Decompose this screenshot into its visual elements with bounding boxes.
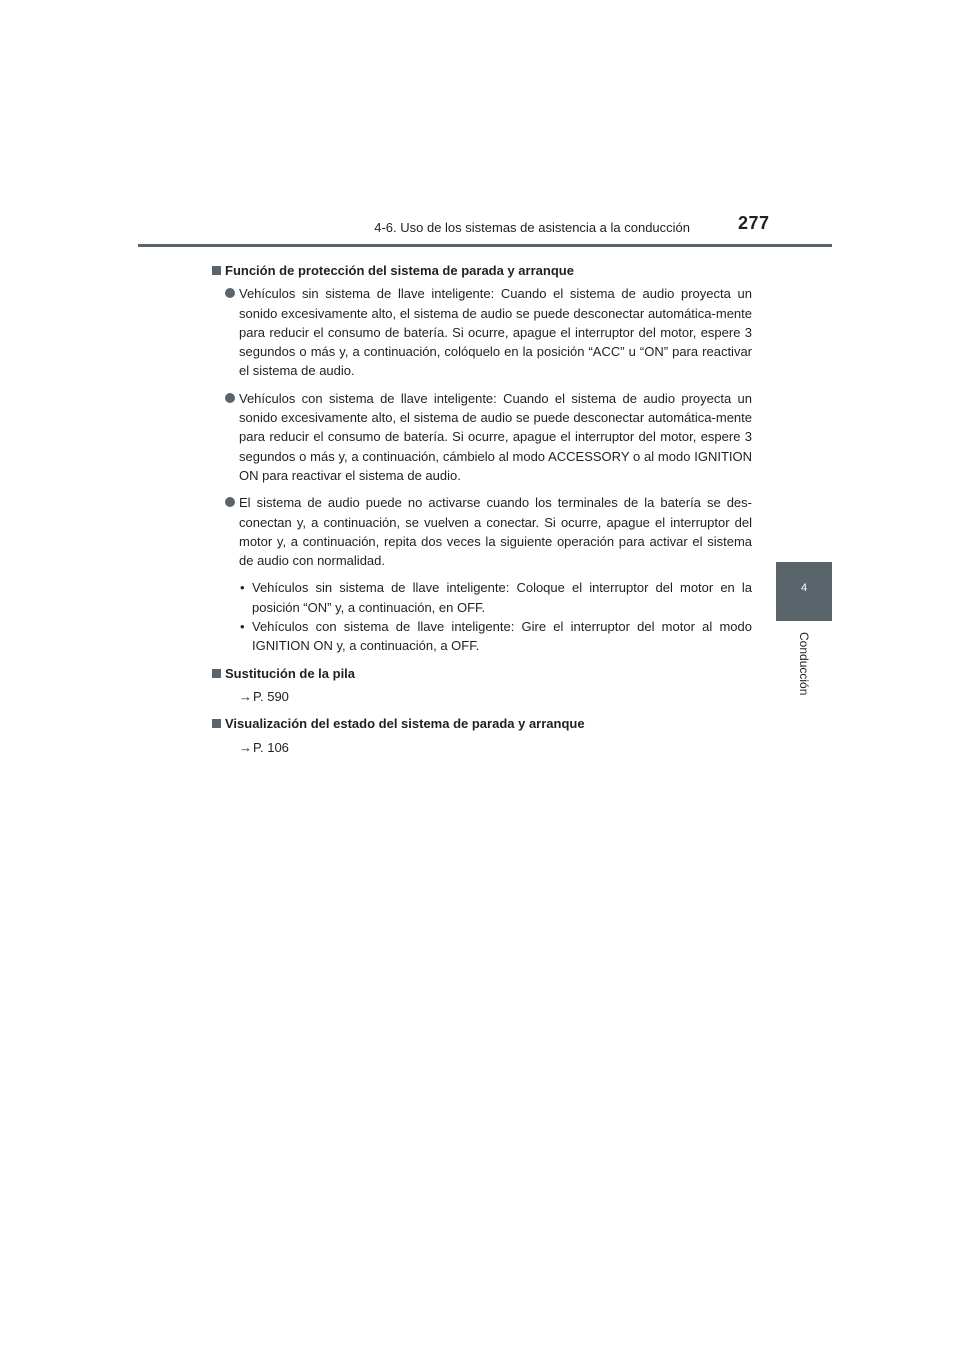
list-item — [210, 284, 752, 380]
page-content — [210, 255, 752, 765]
chapter-tab — [776, 562, 832, 621]
list-item — [210, 493, 752, 570]
page-reference-text[interactable]: P. 590 — [253, 688, 289, 704]
circle-bullet-icon — [225, 393, 235, 403]
square-bullet-icon — [212, 669, 221, 678]
chapter-label: Conducción — [797, 632, 811, 696]
section-heading — [210, 261, 752, 280]
arrow-right-icon: → — [239, 739, 252, 755]
section-heading-text: Función de protección del sistema de parada y arranque — [225, 263, 574, 278]
sub-list-item — [210, 578, 752, 617]
list-item-text: Vehículos sin sistema de llave inteligente: Cuando el sistema de audio proyecta un sonido excesivamente alto, el sistema de audio se puede desconectar automática-mente para reducir el consumo de batería. Si ocurre, apague el interruptor del motor, espere 3 segundos o más y, a continuación, colóquelo en la posición “ACC” u “ON” para reactivar el sistema de audio. — [239, 286, 752, 379]
section-heading-text: Sustitución de la pila — [225, 665, 356, 681]
small-bullet-icon: • — [240, 619, 245, 635]
page-number: 277 — [738, 213, 770, 233]
circle-bullet-icon — [225, 497, 235, 507]
square-bullet-icon — [212, 719, 221, 728]
section-heading-text: Visualización del estado del sistema de parada y arranque — [225, 716, 585, 732]
sub-list-item-text: Vehículos con sistema de llave inteligente: Gire el interruptor del motor al modo IGNITION ON y, a continuación, a OFF. — [252, 619, 752, 654]
sub-list-item-text: Vehículos sin sistema de llave inteligente: Coloque el interruptor del motor en la posición “ON” y, a continuación, en OFF. — [252, 580, 752, 615]
header-divider — [138, 244, 832, 247]
small-bullet-icon: • — [240, 580, 245, 596]
list-item-text: Vehículos con sistema de llave inteligente: Cuando el sistema de audio proyecta un sonido excesivamente alto, el sistema de audio se puede desconectar automática-mente para reducir el consumo de batería. Si ocurre, apague el interruptor del motor, espere 3 segundos o más y, a continuación, cámbielo al modo ACCESSORY o al modo IGNITION ON para reactivar el sistema de audio. — [239, 390, 752, 483]
square-bullet-icon — [212, 266, 221, 275]
list-item-text: El sistema de audio puede no activarse cuando los terminales de la batería se des-conectan y, a continuación, se vuelven a conectar. Si ocurre, apague el interruptor del motor y, a continuación, repita dos veces la siguiente operación para activar el sistema de audio con normalidad. — [239, 495, 752, 569]
section-title: 4-6. Uso de los sistemas de asistencia a la conducción — [374, 220, 690, 235]
section-heading — [210, 714, 752, 733]
section-heading — [210, 664, 752, 683]
arrow-right-icon: → — [239, 688, 252, 704]
sub-list-item — [210, 617, 752, 656]
page-reference[interactable] — [210, 738, 752, 757]
page-reference[interactable] — [210, 687, 752, 706]
circle-bullet-icon — [225, 288, 235, 298]
page-reference-text[interactable]: P. 106 — [253, 739, 289, 755]
chapter-number: 4 — [800, 582, 808, 594]
list-item — [210, 389, 752, 485]
